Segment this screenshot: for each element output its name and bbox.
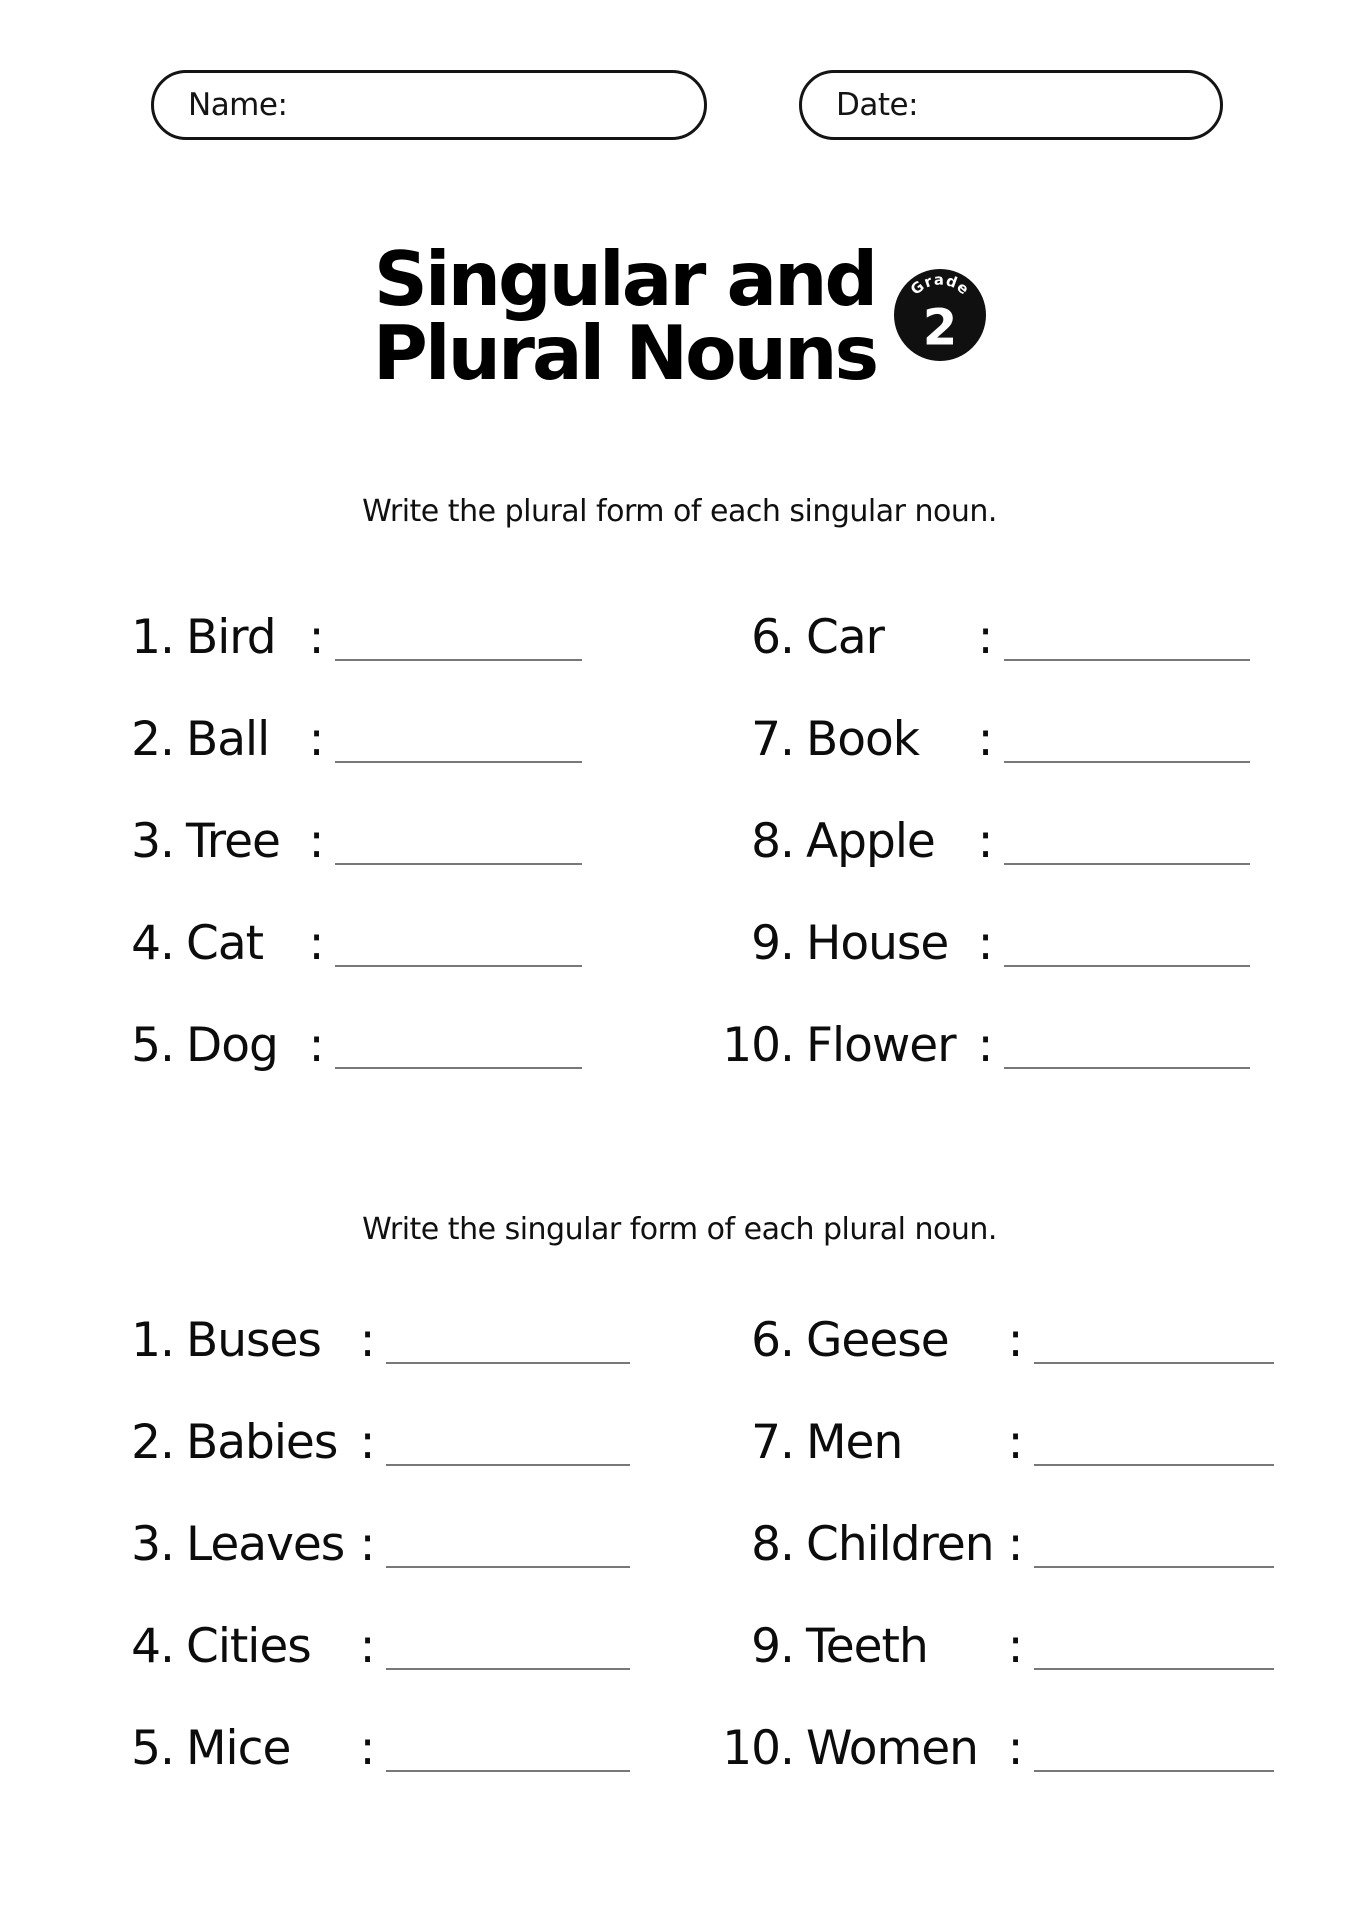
- section-1-items: [96, 586, 1250, 1096]
- worksheet-item: [716, 1493, 1274, 1595]
- answer-blank[interactable]: [335, 965, 582, 967]
- worksheet-item: [716, 1697, 1274, 1799]
- date-field[interactable]: [799, 70, 1223, 140]
- name-field[interactable]: [151, 70, 707, 140]
- answer-blank[interactable]: [386, 1770, 630, 1772]
- answer-blank[interactable]: [1034, 1770, 1274, 1772]
- item-word: Tree: [186, 813, 280, 869]
- section-1-instruction: Write the plural form of each singular noun.: [362, 494, 997, 529]
- item-word: Teeth: [806, 1618, 928, 1674]
- item-number: 7.: [751, 1414, 794, 1470]
- item-number: 8.: [751, 1516, 794, 1572]
- answer-blank[interactable]: [1004, 1067, 1250, 1069]
- item-word: Men: [806, 1414, 903, 1470]
- item-number: 1.: [131, 1312, 174, 1368]
- item-number: 2.: [131, 1414, 174, 1470]
- worksheet-item: [96, 1595, 630, 1697]
- item-colon: :: [1007, 1414, 1023, 1470]
- item-colon: :: [308, 1017, 324, 1073]
- item-colon: :: [308, 711, 324, 767]
- answer-blank[interactable]: [1004, 863, 1250, 865]
- item-word: Apple: [806, 813, 935, 869]
- worksheet-item: [716, 994, 1250, 1096]
- worksheet-item: [716, 892, 1250, 994]
- worksheet-item: [716, 586, 1250, 688]
- worksheet-item: [716, 688, 1250, 790]
- item-word: Babies: [186, 1414, 338, 1470]
- worksheet-item: [96, 1289, 630, 1391]
- item-word: Geese: [806, 1312, 949, 1368]
- item-colon: :: [359, 1720, 375, 1776]
- answer-blank[interactable]: [386, 1566, 630, 1568]
- item-colon: :: [359, 1516, 375, 1572]
- item-number: 10.: [722, 1017, 794, 1073]
- item-colon: :: [308, 915, 324, 971]
- worksheet-item: [96, 1697, 630, 1799]
- title-block: [0, 235, 1359, 397]
- item-number: 7.: [751, 711, 794, 767]
- item-colon: :: [1007, 1618, 1023, 1674]
- answer-blank[interactable]: [335, 659, 582, 661]
- answer-blank[interactable]: [1034, 1362, 1274, 1364]
- item-word: Mice: [186, 1720, 291, 1776]
- answer-blank[interactable]: [1034, 1668, 1274, 1670]
- item-word: Dog: [186, 1017, 278, 1073]
- answer-blank[interactable]: [335, 863, 582, 865]
- item-word: Leaves: [186, 1516, 345, 1572]
- item-colon: :: [1007, 1312, 1023, 1368]
- item-colon: :: [1007, 1516, 1023, 1572]
- item-word: House: [806, 915, 949, 971]
- answer-blank[interactable]: [1034, 1566, 1274, 1568]
- name-label: Name:: [188, 87, 288, 123]
- item-number: 5.: [131, 1720, 174, 1776]
- page-title-line1: Singular and: [373, 235, 876, 323]
- section-2-instruction: Write the singular form of each plural noun.: [362, 1212, 997, 1247]
- item-word: Women: [806, 1720, 978, 1776]
- worksheet-item: [96, 892, 582, 994]
- item-word: Book: [806, 711, 919, 767]
- item-number: 2.: [131, 711, 174, 767]
- item-number: 3.: [131, 1516, 174, 1572]
- item-colon: :: [359, 1618, 375, 1674]
- item-number: 3.: [131, 813, 174, 869]
- item-word: Cat: [186, 915, 264, 971]
- worksheet-item: [716, 1391, 1274, 1493]
- answer-blank[interactable]: [386, 1362, 630, 1364]
- item-number: 1.: [131, 609, 174, 665]
- item-number: 5.: [131, 1017, 174, 1073]
- item-colon: :: [977, 1017, 993, 1073]
- date-label: Date:: [836, 87, 919, 123]
- item-number: 8.: [751, 813, 794, 869]
- section-2-items: [96, 1289, 1274, 1799]
- worksheet-item: [716, 1595, 1274, 1697]
- answer-blank[interactable]: [386, 1464, 630, 1466]
- item-word: Ball: [186, 711, 270, 767]
- grade-badge-icon: [894, 269, 986, 361]
- item-colon: :: [308, 813, 324, 869]
- item-colon: :: [359, 1414, 375, 1470]
- worksheet-item: [96, 994, 582, 1096]
- worksheet-item: [96, 688, 582, 790]
- answer-blank[interactable]: [1004, 761, 1250, 763]
- answer-blank[interactable]: [1034, 1464, 1274, 1466]
- item-number: 10.: [722, 1720, 794, 1776]
- item-word: Children: [806, 1516, 994, 1572]
- page-title: [372, 235, 877, 397]
- item-colon: :: [359, 1312, 375, 1368]
- item-colon: :: [977, 813, 993, 869]
- item-word: Bird: [186, 609, 276, 665]
- item-number: 4.: [131, 915, 174, 971]
- worksheet-item: [96, 790, 582, 892]
- answer-blank[interactable]: [335, 1067, 582, 1069]
- item-word: Car: [806, 609, 884, 665]
- worksheet-item: [716, 1289, 1274, 1391]
- worksheet-item: [96, 1493, 630, 1595]
- item-number: 9.: [751, 915, 794, 971]
- item-colon: :: [308, 609, 324, 665]
- item-word: Buses: [186, 1312, 321, 1368]
- badge-grade-number: 2: [922, 298, 958, 357]
- item-colon: :: [977, 609, 993, 665]
- item-word: Cities: [186, 1618, 311, 1674]
- worksheet-item: [716, 790, 1250, 892]
- item-colon: :: [1007, 1720, 1023, 1776]
- item-number: 6.: [751, 609, 794, 665]
- answer-blank[interactable]: [1004, 965, 1250, 967]
- item-number: 9.: [751, 1618, 794, 1674]
- grade-badge: [894, 269, 986, 361]
- item-colon: :: [977, 711, 993, 767]
- answer-blank[interactable]: [1004, 659, 1250, 661]
- answer-blank[interactable]: [386, 1668, 630, 1670]
- item-number: 4.: [131, 1618, 174, 1674]
- worksheet-item: [96, 1391, 630, 1493]
- badge-grade-label: Grade: [907, 271, 973, 299]
- answer-blank[interactable]: [335, 761, 582, 763]
- item-colon: :: [977, 915, 993, 971]
- worksheet-item: [96, 586, 582, 688]
- item-number: 6.: [751, 1312, 794, 1368]
- page-title-line2: Plural Nouns: [372, 308, 877, 397]
- item-word: Flower: [806, 1017, 956, 1073]
